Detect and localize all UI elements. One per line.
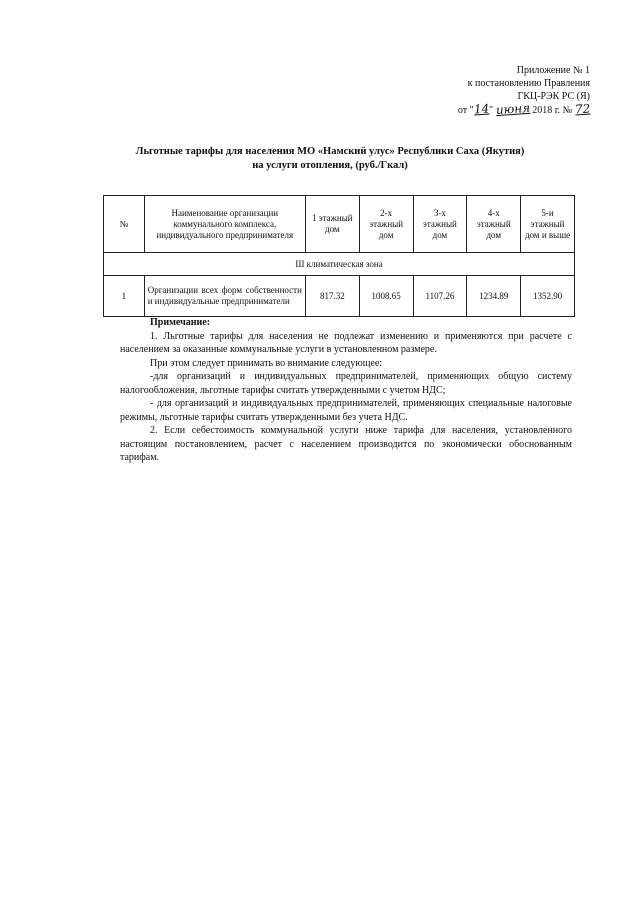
tariff-floor-3: 1107.26 (413, 276, 467, 317)
date-quote: " (488, 105, 494, 116)
tariff-floor-4: 1234.89 (467, 276, 521, 317)
notes-section (120, 316, 572, 465)
header-organization: Наименование организации коммунального комплекса, индивидуального предпринимателя (144, 196, 305, 253)
header-floor-3: 3-х этажный дом (413, 196, 467, 253)
handwritten-number: 72 (574, 101, 591, 117)
tariff-floor-1: 817.32 (305, 276, 359, 317)
handwritten-day: 14 (473, 101, 490, 117)
header-number: № (104, 196, 145, 253)
table-row (104, 276, 575, 317)
tariff-floor-2: 1008.65 (359, 276, 413, 317)
title-line-2: на услуги отопления, (руб./Гкал) (252, 160, 408, 171)
note-paragraph-5: 2. Если себестоимость коммунальной услуги ниже тарифа для населения, установленного настоящим постановлением, расчет с населением производится по экономически обоснованным тарифам. (120, 425, 572, 463)
note-paragraph-4: - для организаций и индивидуальных предпринимателей, применяющих специальные налоговые режимы, льготные тарифы считать утвержденными без учета НДС. (120, 398, 572, 423)
appendix-decree-ref: к постановлению Правления (467, 78, 590, 89)
appendix-date-line (360, 100, 591, 118)
appendix-number: Приложение № 1 (516, 65, 590, 76)
header-floor-2: 2-х этажный дом (359, 196, 413, 253)
date-prefix: от " (457, 105, 474, 116)
climate-zone-row (104, 253, 575, 276)
row-organization: Организации всех форм собственности и индивидуальные предприниматели (144, 276, 305, 317)
note-paragraph-2: При этом следует принимать во внимание следующее: (150, 357, 383, 369)
header-floor-4: 4-х этажный дом (467, 196, 521, 253)
appendix-authority: ГКЦ-РЭК РС (Я) (517, 91, 590, 102)
tariff-table (103, 195, 575, 317)
title-line-1: Льготные тарифы для населения МО «Намский улус» Республики Саха (Якутия) (135, 146, 525, 157)
header-floor-1: 1 этажный дом (305, 196, 359, 253)
tariff-floor-5: 1352.90 (521, 276, 575, 317)
handwritten-month: июня (495, 100, 531, 118)
row-number: 1 (104, 276, 145, 317)
note-paragraph-1: 1. Льготные тарифы для населения не подлежат изменению и применяются при расчете с населением за оказанные коммунальные услуги в установленном размере. (120, 330, 572, 355)
document-title (60, 145, 600, 173)
header-floor-5: 5-и этажный дом и выше (521, 196, 575, 253)
climate-zone-label: Ш климатическая зона (104, 253, 575, 276)
notes-title: Примечание: (150, 317, 211, 328)
table-header-row (104, 196, 575, 253)
date-year: 2018 г. № (532, 105, 573, 116)
note-paragraph-3: -для организаций и индивидуальных предпринимателей, применяющих общую систему налогообложения, льготные тарифы считать утвержденными с учетом НДС; (120, 371, 572, 396)
appendix-header (360, 64, 590, 117)
